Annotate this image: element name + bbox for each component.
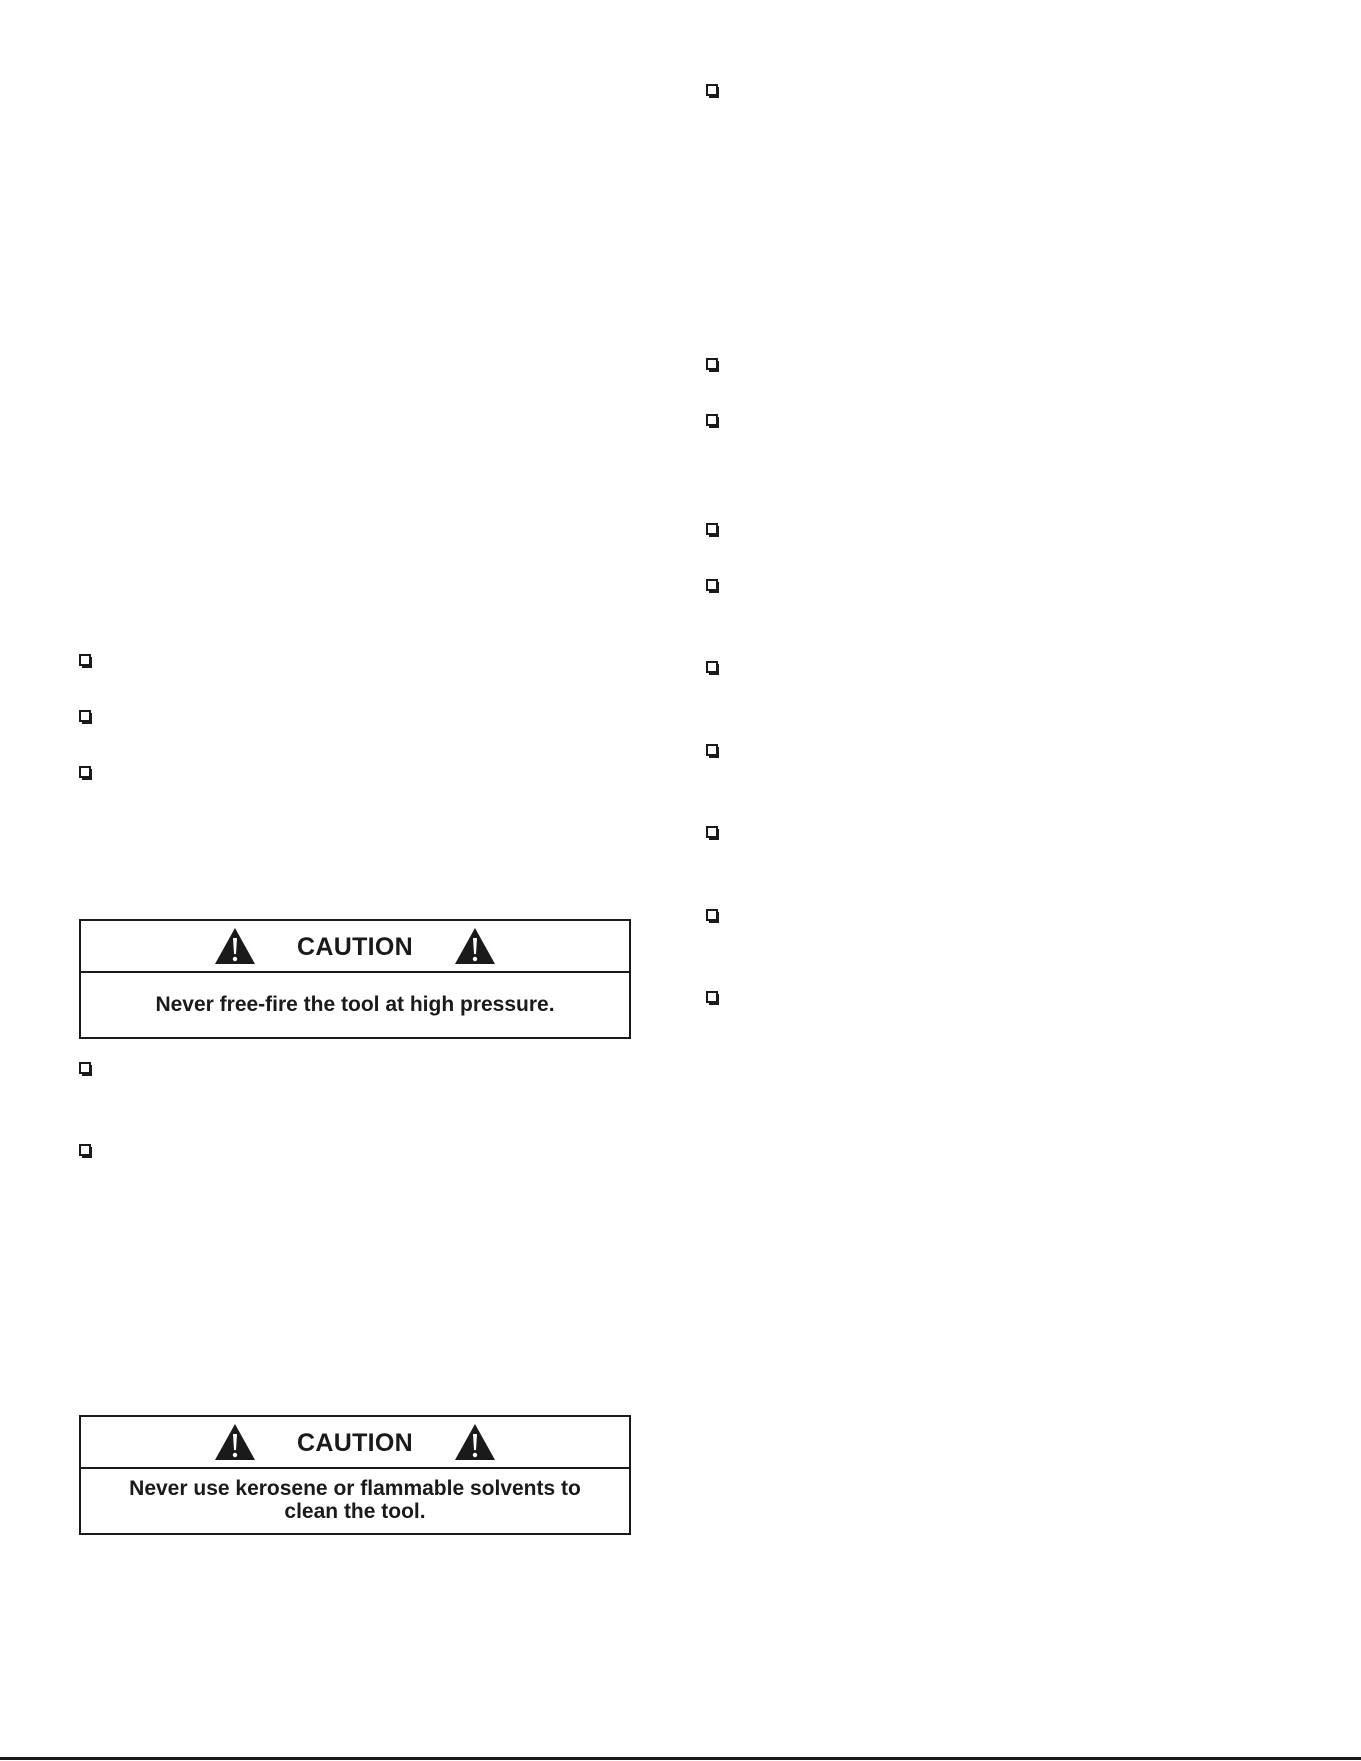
warning-triangle-icon: [213, 926, 257, 966]
warning-triangle-icon: [453, 926, 497, 966]
checkbox-right-8[interactable]: [706, 826, 720, 840]
caution-box: [79, 1415, 631, 1535]
checkbox-right-9[interactable]: [706, 909, 720, 923]
checkbox-right-3[interactable]: [706, 414, 720, 428]
checkbox-icon: [706, 523, 720, 537]
checkbox-icon: [706, 909, 720, 923]
checkbox-icon: [706, 826, 720, 840]
checkbox-icon: [706, 84, 720, 98]
checkbox-left-2[interactable]: [79, 710, 93, 724]
checkbox-icon: [706, 991, 720, 1005]
checkbox-right-7[interactable]: [706, 744, 720, 758]
checkbox-icon: [706, 414, 720, 428]
checkbox-right-5[interactable]: [706, 579, 720, 593]
checkbox-right-2[interactable]: [706, 358, 720, 372]
bottom-rule: [0, 1757, 1361, 1760]
checkbox-right-1[interactable]: [706, 84, 720, 98]
checkbox-right-6[interactable]: [706, 661, 720, 675]
warning-triangle-icon: [213, 1422, 257, 1462]
caution-box: [79, 919, 631, 1039]
checkbox-icon: [706, 661, 720, 675]
checkbox-left-1[interactable]: [79, 654, 93, 668]
checkbox-icon: [79, 1062, 93, 1076]
caution-message: Never free-fire the tool at high pressure.: [155, 992, 555, 1016]
caution-header: [81, 1417, 629, 1469]
caution-title: CAUTION: [297, 932, 413, 961]
checkbox-icon: [79, 1144, 93, 1158]
checkbox-left-3[interactable]: [79, 766, 93, 780]
checkbox-icon: [706, 744, 720, 758]
warning-triangle-icon: [453, 1422, 497, 1462]
checkbox-left-4[interactable]: [79, 1062, 93, 1076]
checkbox-icon: [79, 654, 93, 668]
caution-title: CAUTION: [297, 1428, 413, 1457]
checkbox-right-4[interactable]: [706, 523, 720, 537]
checkbox-icon: [706, 358, 720, 372]
checkbox-right-10[interactable]: [706, 991, 720, 1005]
caution-message: Never use kerosene or flammable solvents to clean the tool.: [129, 1477, 581, 1523]
checkbox-icon: [79, 766, 93, 780]
checkbox-icon: [79, 710, 93, 724]
checkbox-icon: [706, 579, 720, 593]
caution-header: [81, 921, 629, 973]
checkbox-left-5[interactable]: [79, 1144, 93, 1158]
